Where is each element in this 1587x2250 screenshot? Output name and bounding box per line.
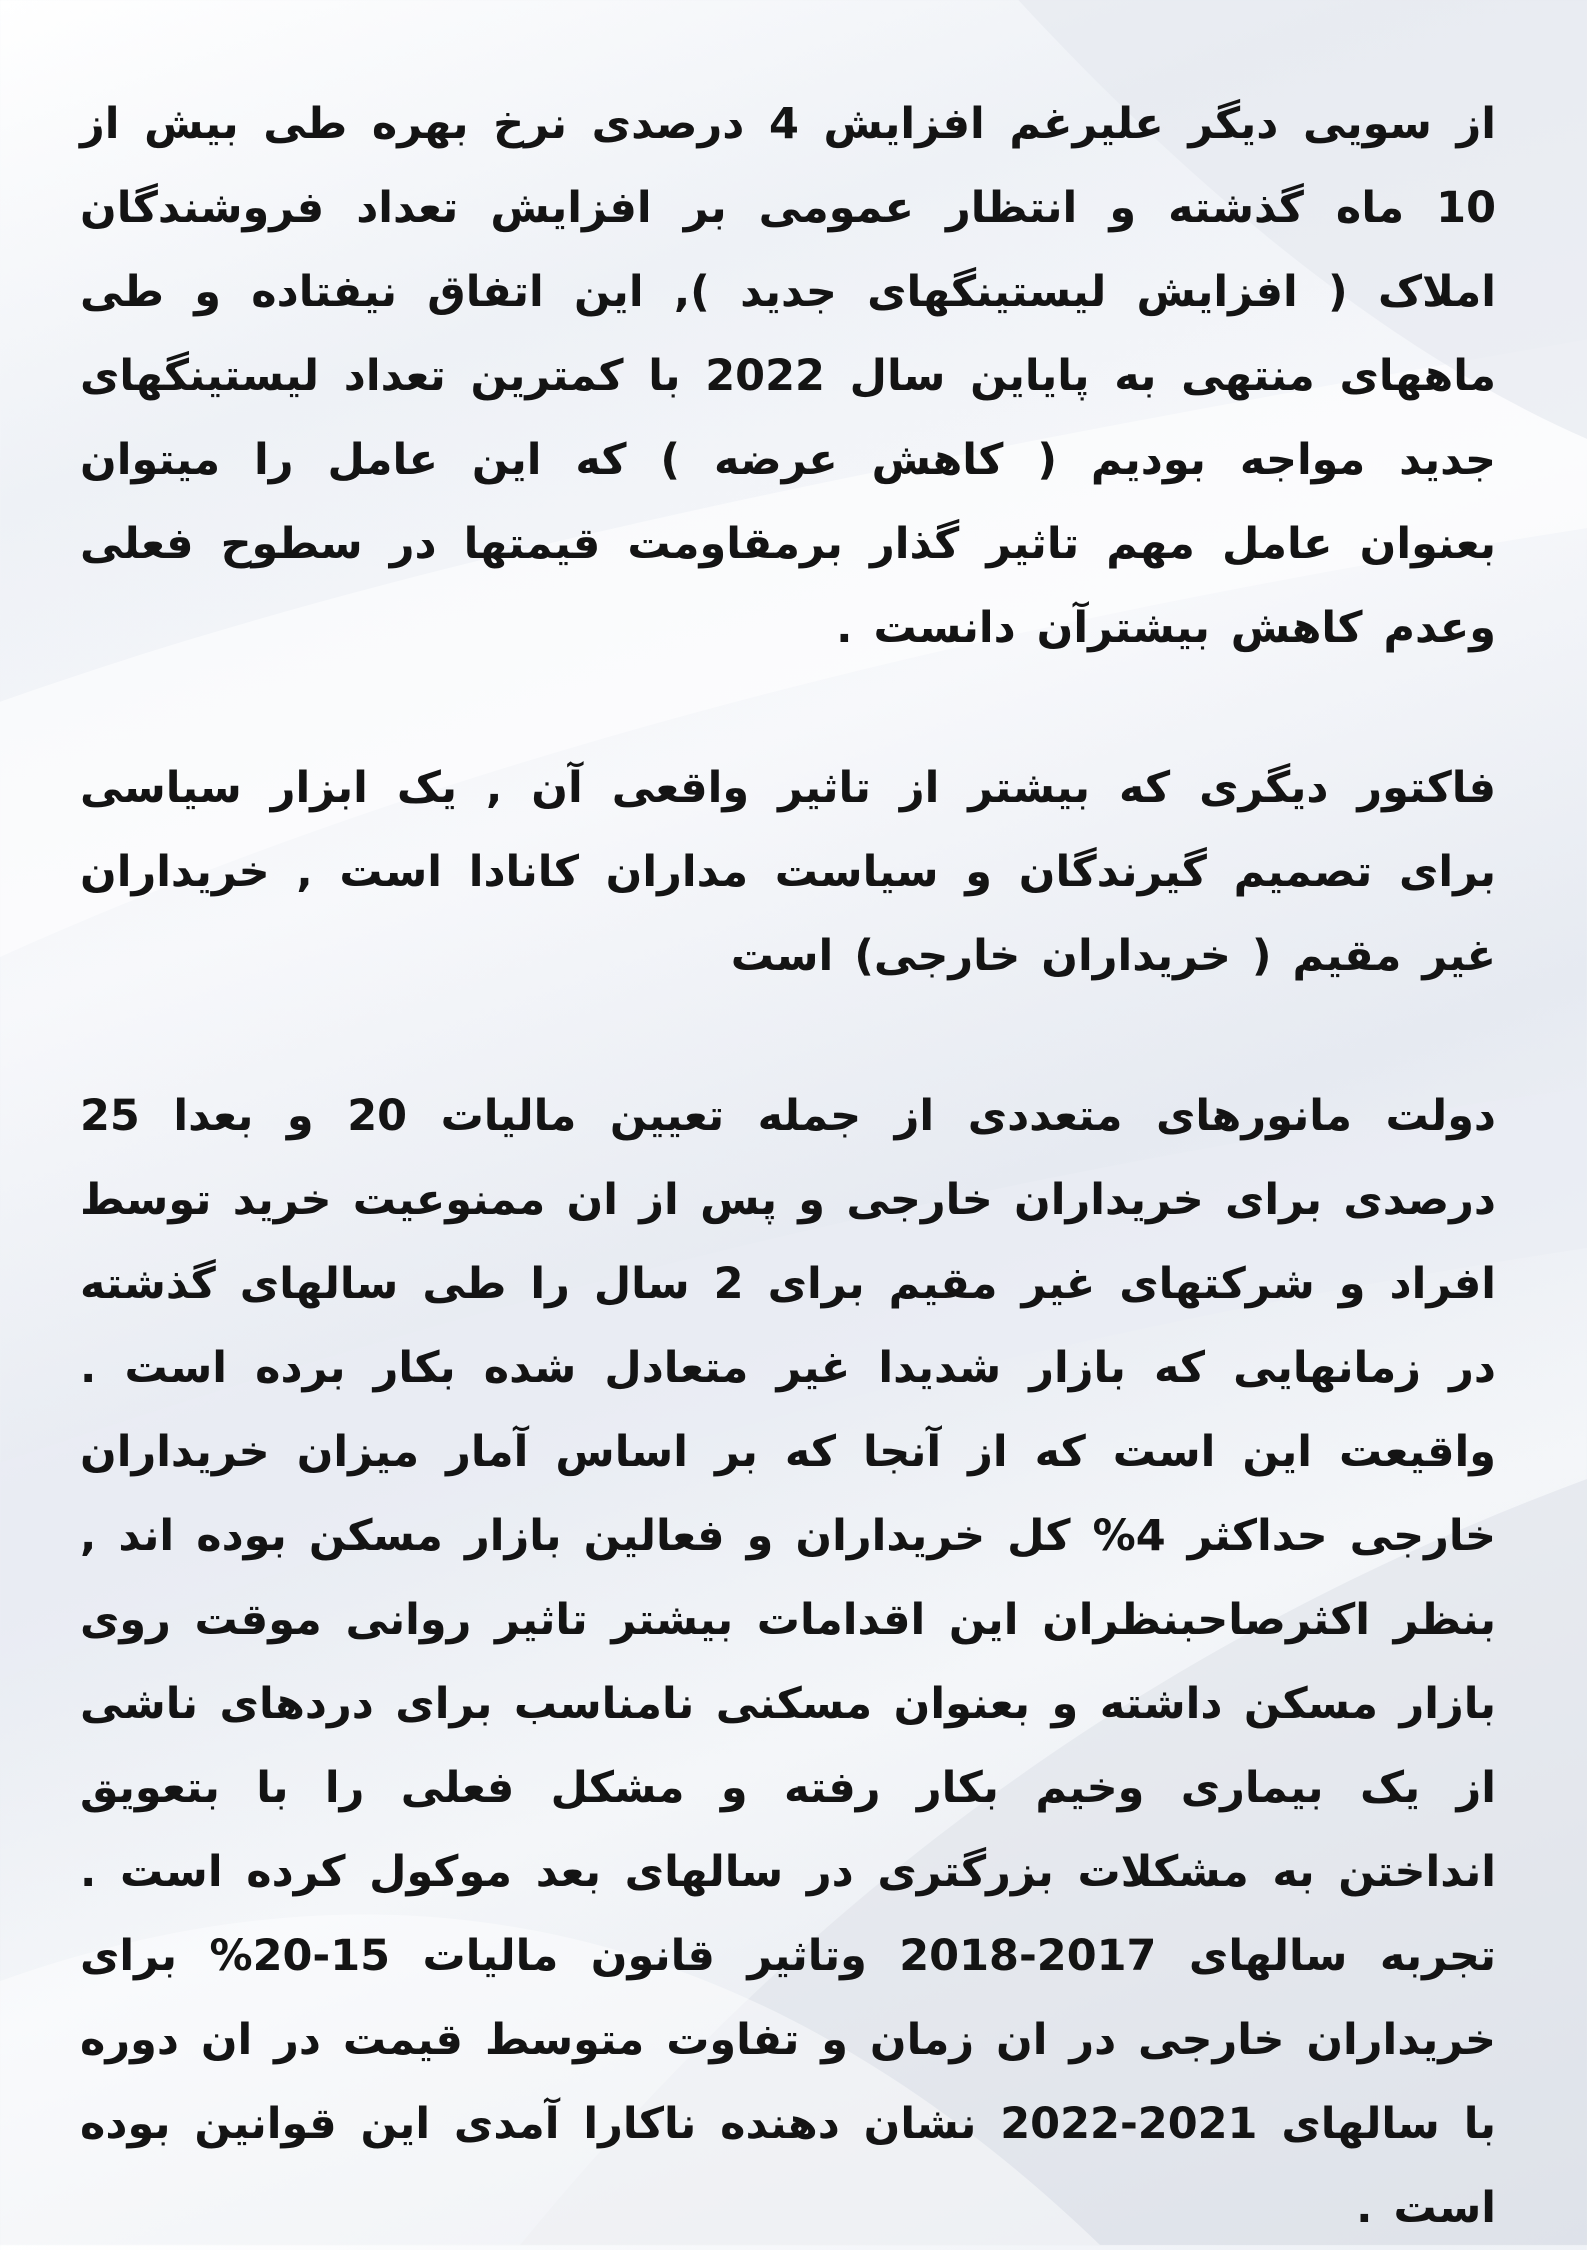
- paragraph-interest-rates: از سویی دیگر علیرغم افزایش 4 درصدی نرخ بهره طی بیش از 10 ماه گذشته و انتظار عمومی بر افزایش تعداد فروشندگان املاک ( افزایش لیستینگهای جدید ), این اتفاق نیفتاده و طی ماههای منتهی به پایاین سال 2022 با کمترین تعداد لیستینگهای جدید مواجه بودیم ( کاهش عرضه ) که این عامل را میتوان بعنوان عامل مهم تاثیر گذار برمقاومت قیمتها در سطوح فعلی وعدم کاهش بیشترآن دانست .: [80, 99, 1496, 653]
- paragraph-foreign-buyers: فاکتور دیگری که بیشتر از تاثیر واقعی آن , یک ابزار سیاسی برای تصمیم گیرندگان و سیاست مداران کانادا است , خریداران غیر مقیم ( خریداران خارجی) است: [80, 763, 1496, 981]
- paragraph-government-measures: دولت مانورهای متعددی از جمله تعیین مالیات 20 و بعدا 25 درصدی برای خریداران خارجی و پس از ان ممنوعیت خرید توسط افراد و شرکتهای غیر مقیم برای 2 سال را طی سالهای گذشته در زمانهایی که بازار شدیدا غیر متعادل شده بکار برده است . واقیعت این است که از آنجا که بر اساس آمار میزان خریداران خارجی حداکثر 4% کل خریداران و فعالین بازار مسکن بوده اند , بنظر اکثرصاحبنظران این اقدامات بیشتر تاثیر روانی موقت روی بازار مسکن داشته و بعنوان مسکنی نامناسب برای دردهای ناشی از یک بیماری وخیم بکار رفته و مشکل فعلی را با بتعویق انداختن به مشکلات بزرگتری در سالهای بعد موکول کرده است . تجربه سالهای 2017-2018 وتاثیر قانون مالیات 15-20% برای خریداران خارجی در ان زمان و تفاوت متوسط قیمت در ان دوره با سالهای 2021-2022 نشان دهنده ناکارا آمدی این قوانین بوده است .: [80, 1091, 1497, 2233]
- document-page: [80, 82, 1496, 2250]
